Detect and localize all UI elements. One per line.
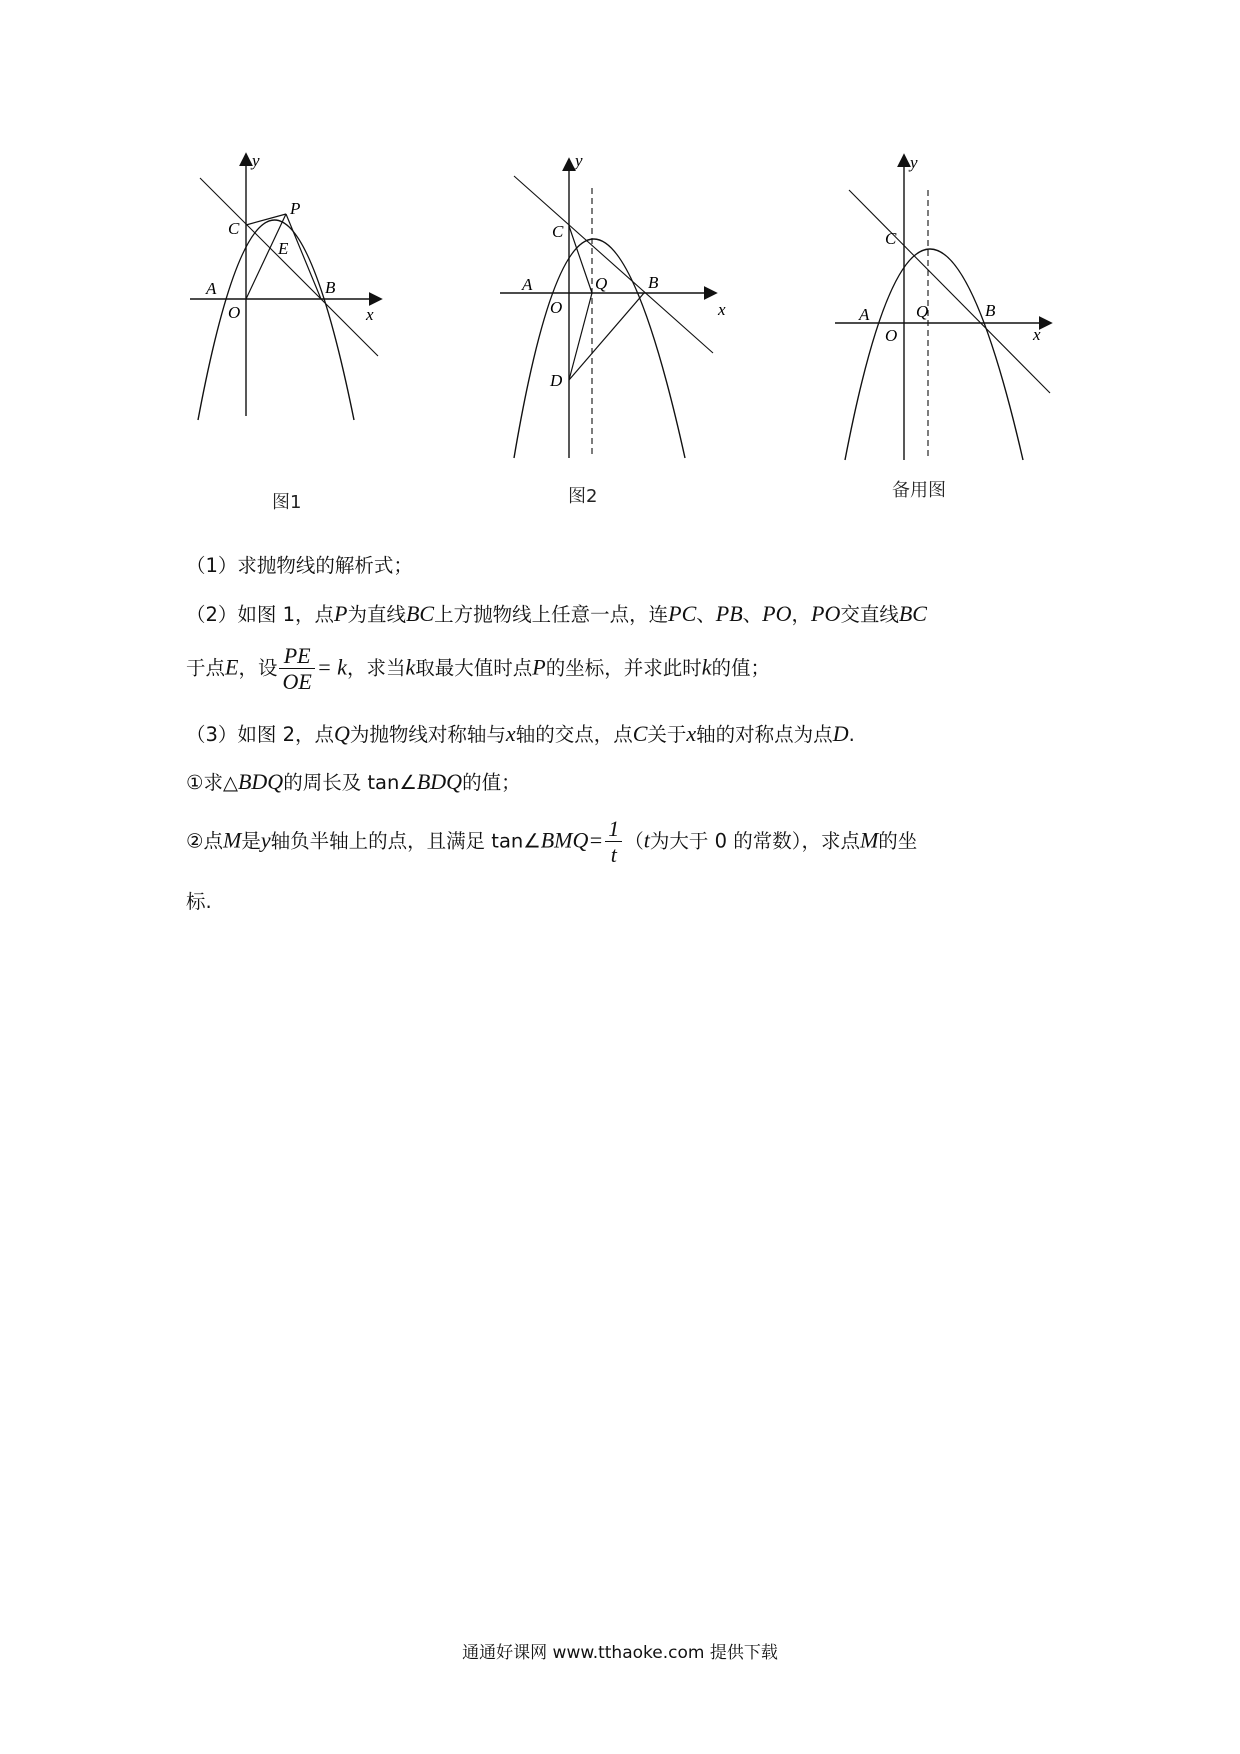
question-1 [186,554,1066,578]
var-k-2: k [701,654,712,680]
q5-text-a: ②点 [186,829,223,853]
label-c: C [228,219,240,238]
q2b-text-a: 于点 [186,656,226,680]
fraction-denominator: OE [282,669,312,695]
var-bmq: BMQ [540,827,589,853]
q2-text-c: 上方抛物线上任意一点，连 [434,603,669,626]
label-x: x [1033,325,1041,344]
var-pb: PB [715,601,743,626]
var-q: Q [334,721,350,746]
var-po-2: PO [811,601,841,626]
question-3-part-2 [186,816,1066,868]
parabola [198,220,354,420]
equals-sign: = [588,827,604,853]
q3-text-e: 轴的对称点为点 [696,723,833,746]
figure-3 [835,150,1085,450]
fraction-pe-oe [279,643,314,695]
q3-text-d: 关于 [647,723,687,746]
q2-text-a: （2）如图 1，点 [186,603,335,626]
segment-cq [569,226,592,293]
label-q: Q [595,274,608,293]
equals-k: = k [316,654,347,680]
var-bdq: BDQ [237,769,284,794]
q2b-text-c: ，求当 [346,656,406,680]
var-p: P [334,601,348,626]
page-footer: 通通好课网 www.tthaoke.com 提供下载 [462,1643,778,1663]
q4-text-b: 的周长及 tan∠ [283,771,417,794]
question-1-text: （1）求抛物线的解析式； [186,554,413,577]
var-t: t [643,827,650,853]
label-y: y [910,153,918,172]
q2-sep-1: 、 [696,603,716,626]
label-y: y [252,151,260,170]
label-b: B [648,273,659,292]
label-o: O [228,303,241,322]
var-e: E [225,654,239,680]
var-bc: BC [405,601,435,626]
question-3-part-2-continued [186,890,1066,914]
line-bc [200,178,378,356]
var-pc: PC [668,601,697,626]
q3-text-b: 为抛物线对称轴与 [349,723,506,746]
var-bc-2: BC [898,601,927,626]
label-a: A [859,305,870,324]
q4-text-a: ①求△ [186,771,238,794]
q4-text-c: 的值； [462,771,521,794]
segment-pb [286,214,321,299]
q2-sep-2: 、 [742,603,763,626]
q3-text-a: （3）如图 2，点 [186,723,335,746]
label-d: D [550,371,563,390]
question-2 [186,600,1066,628]
var-bdq-2: BDQ [416,769,463,794]
label-y: y [575,151,583,170]
question-2-continued [186,643,1066,695]
parabola [514,239,685,458]
q2b-text-b: ，设 [238,656,278,680]
q5-text-e: 为大于 0 的常数），求点 [649,829,860,853]
fraction-1-t [605,816,622,868]
q2b-text-d: 取最大值时点 [415,656,533,680]
q2b-text-f: 的值； [711,656,770,680]
fraction-numerator: PE [279,643,314,669]
figure-1-diagram [190,150,440,450]
label-x: x [718,300,726,319]
label-o: O [885,326,898,345]
var-x-2: x [686,721,697,746]
q3-text-c: 轴的交点，点 [515,723,633,746]
segment-pc [246,214,286,225]
figure-1 [190,150,440,450]
q3-text-f: . [848,723,855,746]
q6-text: 标. [186,890,212,913]
label-q: Q [916,302,929,321]
label-b: B [985,301,996,320]
question-3 [186,720,1066,748]
label-a: A [522,275,533,294]
var-k: k [405,654,416,680]
var-d: D [832,721,849,746]
label-x: x [366,305,374,324]
label-c: C [552,222,564,241]
var-po: PO [762,601,792,626]
figure-2 [500,151,750,460]
q5-text-b: 是 [241,829,261,853]
line-bc [514,176,713,353]
q5-text-d: （ [624,829,644,853]
label-a: A [206,279,217,298]
label-e: E [278,239,289,258]
label-c: C [885,229,897,248]
figure-2-diagram [500,151,750,460]
fraction-numerator: 1 [605,816,622,842]
line-bc [849,190,1050,393]
var-y: y [260,827,271,853]
var-p-2: P [532,654,546,680]
label-o: O [550,298,563,317]
label-b: B [325,278,336,297]
q2b-text-e: 的坐标，并求此时 [545,656,702,680]
q5-text-f: 的坐 [878,829,918,853]
fraction-denominator: t [610,842,617,868]
label-p: P [290,199,301,218]
q2-text-b: 为直线 [347,603,406,626]
parabola [845,249,1023,460]
var-x: x [505,721,516,746]
figure-3-diagram [835,150,1085,450]
q2-text-e: 交直线 [840,603,899,626]
var-c: C [632,721,648,746]
figure-1-caption: 图1 [272,492,302,513]
figure-2-caption: 图2 [568,486,598,507]
q5-text-c: 轴负半轴上的点，且满足 tan∠ [270,829,541,853]
var-m: M [222,827,242,853]
var-m-2: M [859,827,879,853]
q2-text-d: ， [791,603,812,626]
question-3-part-1 [186,768,1066,796]
figure-3-caption: 备用图 [892,480,946,501]
